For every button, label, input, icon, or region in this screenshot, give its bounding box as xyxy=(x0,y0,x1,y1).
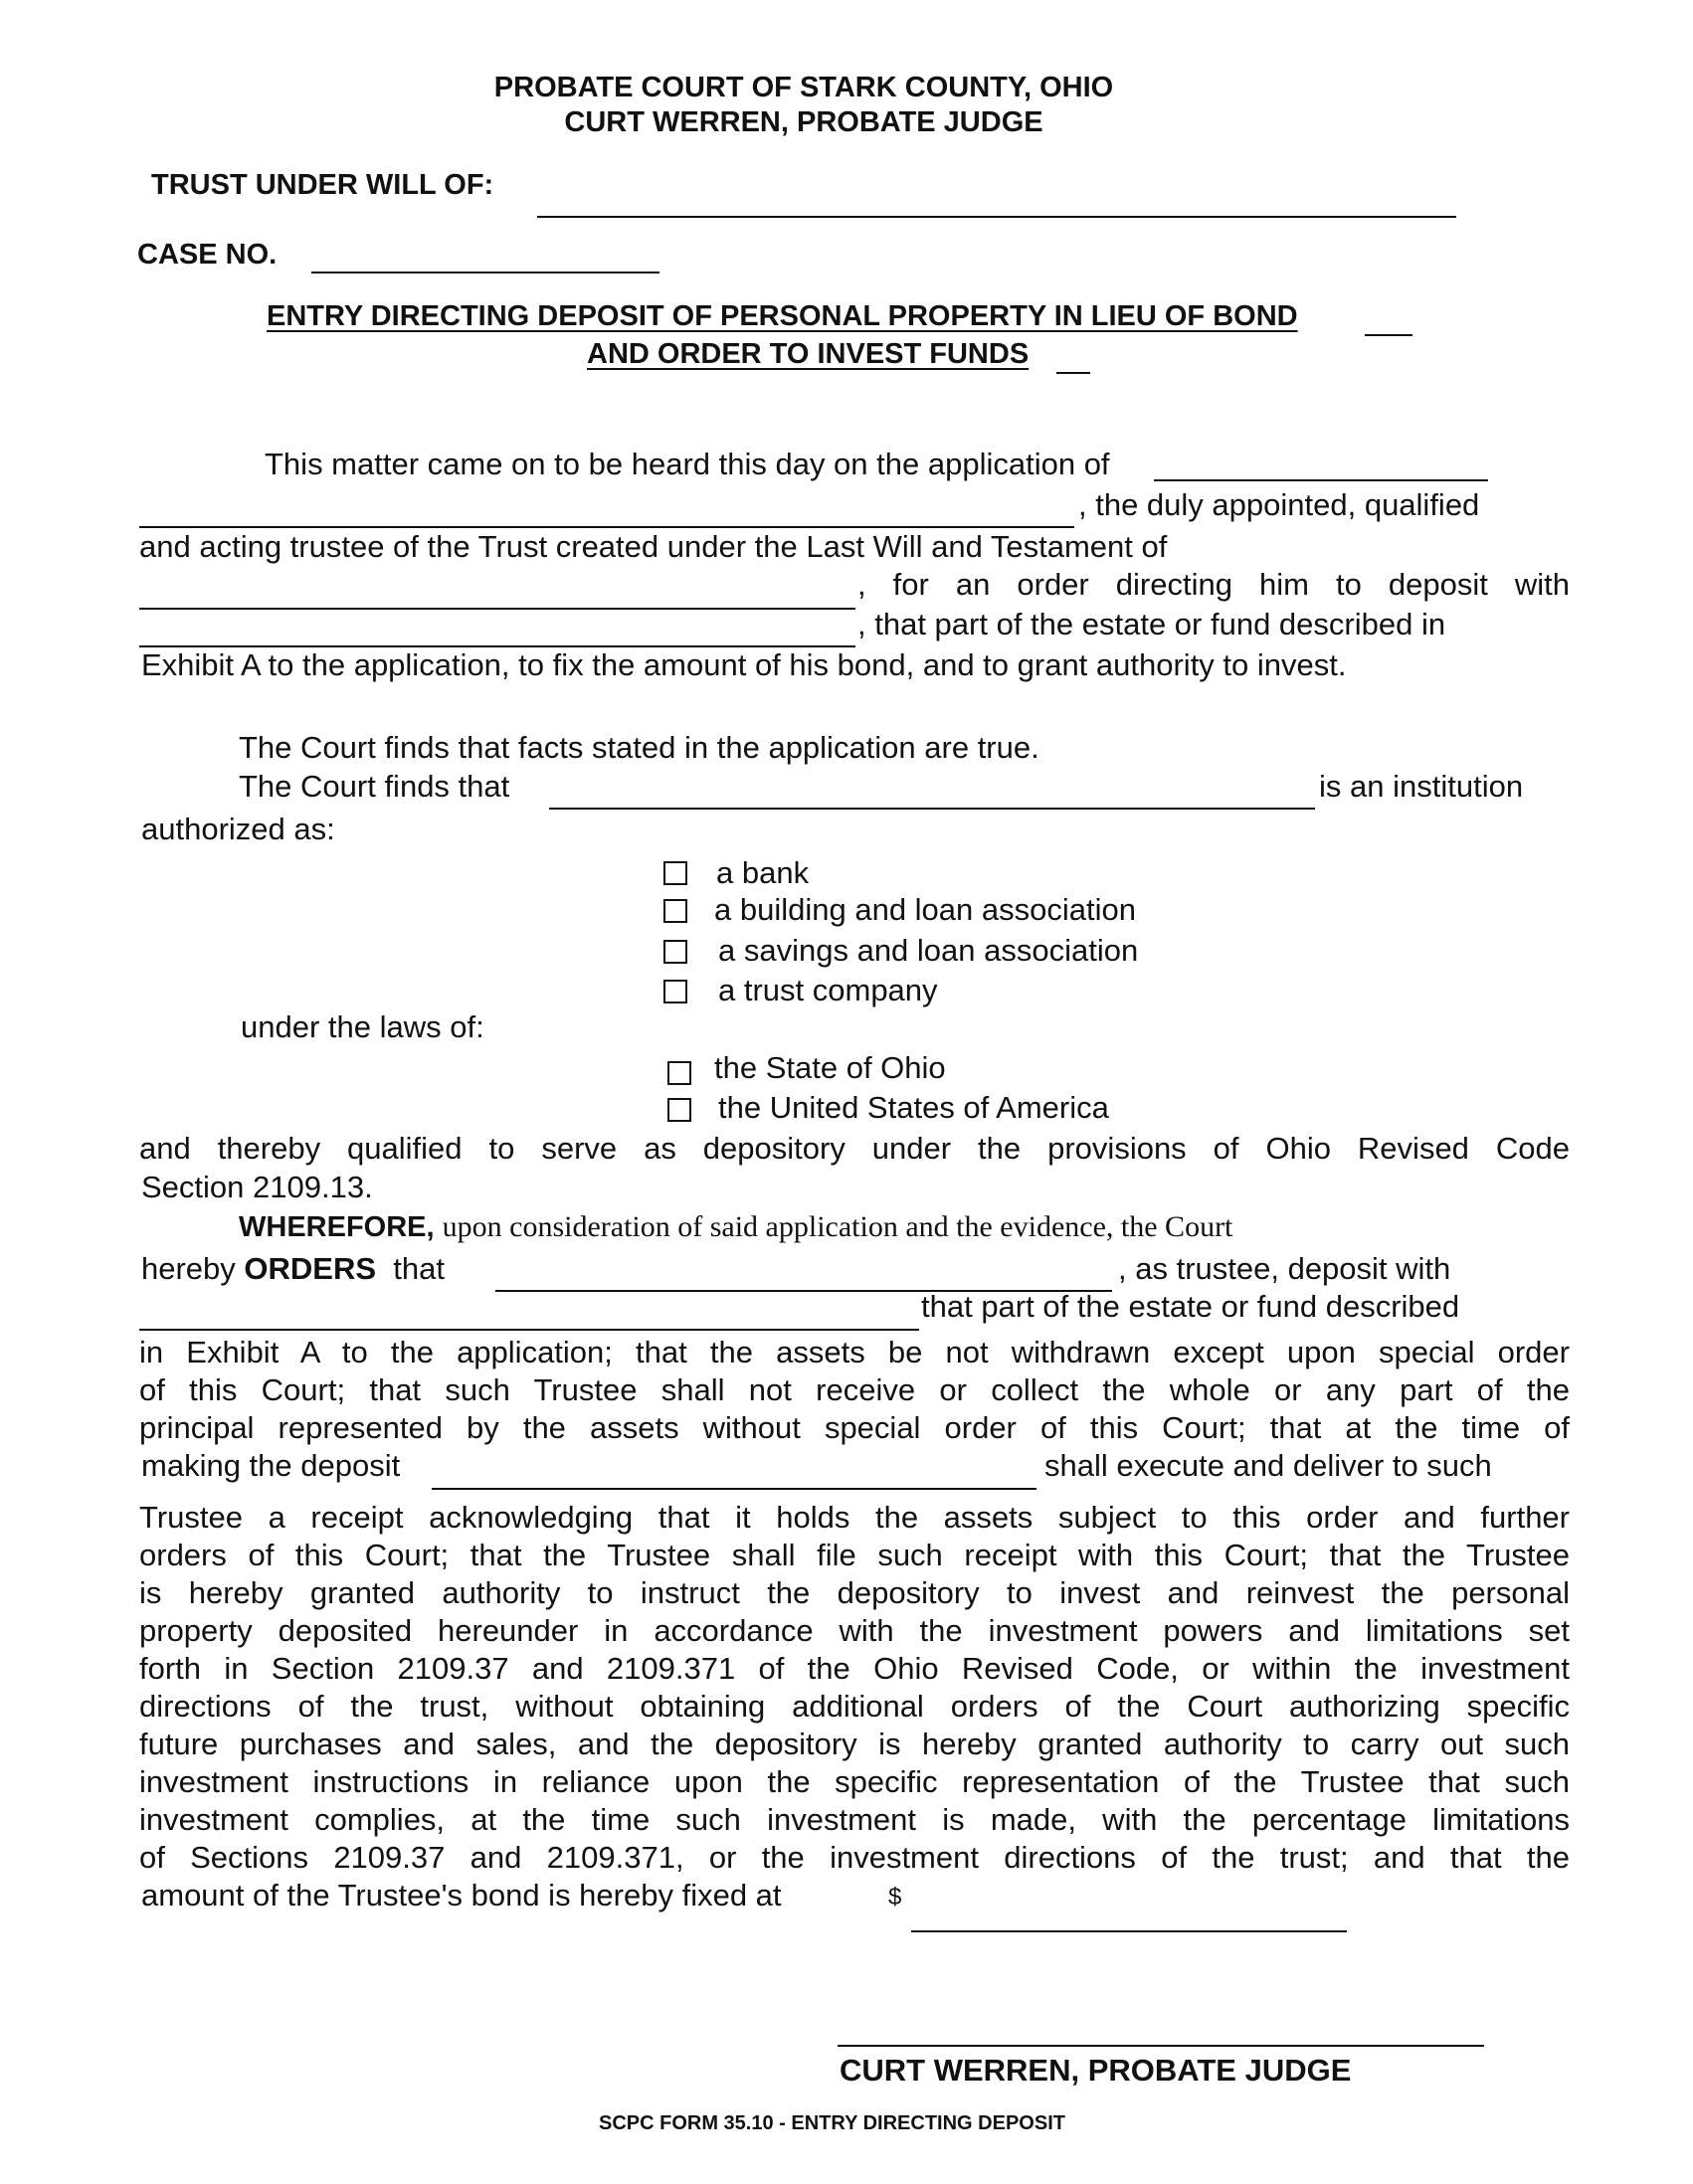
trust-label: TRUST UNDER WILL OF: xyxy=(151,169,494,201)
option-trust-company: a trust company xyxy=(718,973,938,1007)
findings-line3: authorized as: xyxy=(141,812,335,846)
testator-name-line[interactable] xyxy=(139,608,855,610)
depository-line[interactable] xyxy=(139,1329,919,1331)
signature-line[interactable] xyxy=(838,2045,1484,2047)
order-body-line: orders of this Court; that the Trustee shall file such receipt with this Court; that the Trustee xyxy=(139,1538,1570,1572)
order-line7a: making the deposit xyxy=(141,1448,401,1483)
order-line7b: shall execute and deliver to such xyxy=(1044,1448,1492,1483)
hereby-text: hereby xyxy=(141,1251,236,1286)
building-loan-checkbox[interactable] xyxy=(663,899,687,923)
that-text: that xyxy=(393,1251,446,1286)
para1-line6: Exhibit A to the application, to fix the amount of his bond, and to grant authority to invest. xyxy=(141,647,1347,682)
bond-amount-line[interactable] xyxy=(911,1930,1347,1932)
para1-line2: , the duly appointed, qualified xyxy=(1078,487,1480,522)
judge-name-header: CURT WERREN, PROBATE JUDGE xyxy=(564,106,1043,138)
case-number-line[interactable] xyxy=(311,272,659,273)
para1-line1: This matter came on to be heard this day on the application of xyxy=(265,447,1110,481)
trust-name-line[interactable] xyxy=(537,216,1456,218)
order-body-line: Trustee a receipt acknowledging that it holds the assets subject to this order and further xyxy=(139,1500,1570,1535)
wherefore-rest: upon consideration of said application and the evidence, the Court xyxy=(442,1210,1233,1243)
para1-line4: , for an order directing him to deposit with xyxy=(857,567,1570,602)
option-ohio: the State of Ohio xyxy=(714,1050,946,1085)
title-underline-extension xyxy=(1365,334,1412,336)
orders-bold: ORDERS xyxy=(244,1251,377,1286)
depository-execute-line[interactable] xyxy=(432,1488,1036,1490)
order-line6: principal represented by the assets without special order of this Court; that at the time of xyxy=(139,1410,1570,1445)
option-building-loan: a building and loan association xyxy=(714,892,1136,927)
qualified-line2: Section 2109.13. xyxy=(141,1170,373,1204)
title-underline-extension xyxy=(1056,372,1090,374)
laws-label: under the laws of: xyxy=(241,1009,484,1044)
judge-signature-name: CURT WERREN, PROBATE JUDGE xyxy=(840,2053,1352,2088)
order-body-line: forth in Section 2109.37 and 2109.371 of the Ohio Revised Code, or within the investment xyxy=(139,1651,1570,1686)
findings-line1: The Court finds that facts stated in the application are true. xyxy=(239,730,1039,765)
order-body-line: investment instructions in reliance upon the specific representation of the Trustee that such xyxy=(139,1764,1570,1799)
case-label: CASE NO. xyxy=(137,239,278,271)
institution-name-line[interactable] xyxy=(549,808,1315,810)
hereby-orders-line xyxy=(141,1251,445,1287)
para1-line3: and acting trustee of the Trust created under the Last Will and Testament of xyxy=(139,529,1168,564)
option-bank: a bank xyxy=(716,855,810,890)
qualified-line1: and thereby qualified to serve as depository under the provisions of Ohio Revised Code xyxy=(139,1131,1570,1166)
order-line5: of this Court; that such Trustee shall not receive or collect the whole or any part of the xyxy=(139,1372,1570,1407)
wherefore-line xyxy=(239,1210,1232,1244)
entry-title-line2: AND ORDER TO INVEST FUNDS xyxy=(587,338,1030,370)
dollar-sign: $ xyxy=(888,1884,902,1911)
applicant-name-line-cont[interactable] xyxy=(139,526,1074,528)
order-body-line: is hereby granted authority to instruct the depository to invest and reinvest the personal xyxy=(139,1575,1570,1610)
para1-line5: , that part of the estate or fund described in xyxy=(857,607,1446,641)
entry-title-line1: ENTRY DIRECTING DEPOSIT OF PERSONAL PROPERTY IN LIEU OF BOND xyxy=(267,300,1298,332)
order-body-line: investment complies, at the time such investment is made, with the percentage limitations xyxy=(139,1802,1570,1837)
bank-checkbox[interactable] xyxy=(663,861,687,885)
bond-amount-text: amount of the Trustee's bond is hereby fixed at xyxy=(141,1878,782,1912)
court-name: PROBATE COURT OF STARK COUNTY, OHIO xyxy=(493,72,1114,103)
option-savings-loan: a savings and loan association xyxy=(718,933,1139,968)
wherefore-bold: WHEREFORE, xyxy=(239,1211,435,1243)
findings-line2: The Court finds that xyxy=(239,769,510,804)
form-number: SCPC FORM 35.10 - ENTRY DIRECTING DEPOSIT xyxy=(599,2112,1065,2134)
order-body-line: directions of the trust, without obtaining additional orders of the Court authorizing specific xyxy=(139,1689,1570,1724)
usa-checkbox[interactable] xyxy=(667,1098,691,1122)
option-usa: the United States of America xyxy=(718,1090,1109,1125)
findings-line2b: is an institution xyxy=(1319,769,1524,804)
that-part-text: that part of the estate or fund described xyxy=(921,1289,1460,1324)
trust-company-checkbox[interactable] xyxy=(663,980,687,1003)
savings-loan-checkbox[interactable] xyxy=(663,940,687,964)
order-body-line: future purchases and sales, and the depository is hereby granted authority to carry out such xyxy=(139,1727,1570,1761)
order-body-line: property deposited hereunder in accordance with the investment powers and limitations set xyxy=(139,1613,1570,1648)
ohio-checkbox[interactable] xyxy=(667,1061,691,1085)
order-line4: in Exhibit A to the application; that the assets be not withdrawn except upon special order xyxy=(139,1335,1570,1369)
as-trustee-text: , as trustee, deposit with xyxy=(1118,1251,1451,1286)
order-body-line: of Sections 2109.37 and 2109.371, or the investment directions of the trust; and that the xyxy=(139,1840,1570,1875)
applicant-name-line[interactable] xyxy=(1154,479,1488,481)
